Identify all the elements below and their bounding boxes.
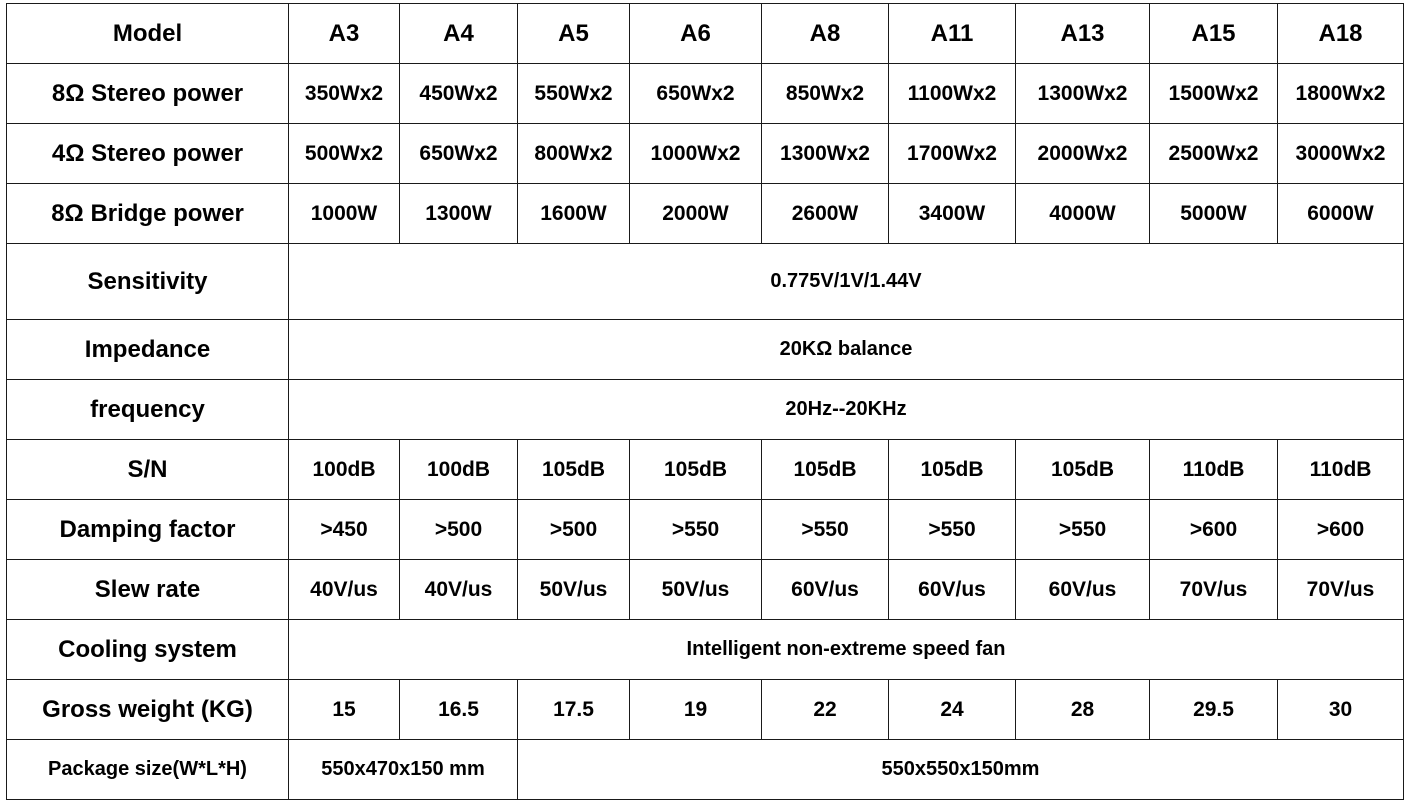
table-cell: 1300W [400,184,518,244]
row-label: Gross weight (KG) [7,680,289,740]
table-cell: 2600W [762,184,889,244]
table-cell: 1600W [518,184,630,244]
table-cell: >450 [289,500,400,560]
slew-rate-row [7,560,1404,620]
table-cell: >550 [889,500,1016,560]
row-label: 8Ω Stereo power [7,64,289,124]
model-header-cell: A18 [1278,4,1404,64]
table-cell: 1000Wx2 [630,124,762,184]
row-label: Cooling system [7,620,289,680]
package-size-small-value: 550x470x150 mm [289,740,518,800]
table-cell: 2000Wx2 [1016,124,1150,184]
row-label: 8Ω Bridge power [7,184,289,244]
model-header-cell: A3 [289,4,400,64]
model-header-cell: A5 [518,4,630,64]
table-cell: 16.5 [400,680,518,740]
table-cell: 30 [1278,680,1404,740]
sensitivity-row [7,244,1404,320]
table-cell: 28 [1016,680,1150,740]
table-cell: 3000Wx2 [1278,124,1404,184]
table-cell: >600 [1278,500,1404,560]
bridge-power-row [7,184,1404,244]
row-label: Sensitivity [7,244,289,320]
table-cell: 2000W [630,184,762,244]
table-cell: 1800Wx2 [1278,64,1404,124]
table-cell: 1300Wx2 [762,124,889,184]
row-label: Damping factor [7,500,289,560]
table-cell: 29.5 [1150,680,1278,740]
signal-noise-row [7,440,1404,500]
model-header-cell: A6 [630,4,762,64]
model-header-cell: A15 [1150,4,1278,64]
table-cell: 40V/us [289,560,400,620]
table-cell: 24 [889,680,1016,740]
model-header-cell: A11 [889,4,1016,64]
table-cell: 110dB [1150,440,1278,500]
table-cell: 1700Wx2 [889,124,1016,184]
frequency-value: 20Hz--20KHz [289,380,1404,440]
table-cell: 1500Wx2 [1150,64,1278,124]
table-cell: >550 [762,500,889,560]
table-cell: >550 [630,500,762,560]
table-cell: >500 [400,500,518,560]
table-cell: 350Wx2 [289,64,400,124]
table-cell: 6000W [1278,184,1404,244]
sensitivity-value: 0.775V/1V/1.44V [289,244,1404,320]
frequency-row [7,380,1404,440]
model-header-label: Model [7,4,289,64]
table-cell: 105dB [1016,440,1150,500]
model-header-cell: A13 [1016,4,1150,64]
stereo-power-8ohm-row [7,64,1404,124]
table-cell: 105dB [518,440,630,500]
package-size-row [7,740,1404,800]
table-cell: 1100Wx2 [889,64,1016,124]
row-label: Package size(W*L*H) [7,740,289,800]
table-cell: 800Wx2 [518,124,630,184]
model-header-row [7,4,1404,64]
table-cell: >500 [518,500,630,560]
table-cell: >600 [1150,500,1278,560]
table-cell: 50V/us [518,560,630,620]
table-cell: 550Wx2 [518,64,630,124]
cooling-system-row [7,620,1404,680]
table-cell: 105dB [630,440,762,500]
table-cell: 40V/us [400,560,518,620]
table-cell: 500Wx2 [289,124,400,184]
table-cell: 60V/us [1016,560,1150,620]
table-cell: 19 [630,680,762,740]
model-header-cell: A4 [400,4,518,64]
table-cell: 100dB [289,440,400,500]
table-cell: 650Wx2 [630,64,762,124]
impedance-row [7,320,1404,380]
table-cell: 1300Wx2 [1016,64,1150,124]
row-label: Slew rate [7,560,289,620]
table-cell: 450Wx2 [400,64,518,124]
table-cell: 850Wx2 [762,64,889,124]
table-cell: 4000W [1016,184,1150,244]
table-cell: 70V/us [1150,560,1278,620]
spec-table [6,3,1404,800]
table-cell: 110dB [1278,440,1404,500]
impedance-value: 20KΩ balance [289,320,1404,380]
table-cell: 3400W [889,184,1016,244]
table-cell: 100dB [400,440,518,500]
row-label: 4Ω Stereo power [7,124,289,184]
table-cell: 650Wx2 [400,124,518,184]
table-cell: 60V/us [889,560,1016,620]
table-cell: 2500Wx2 [1150,124,1278,184]
table-cell: 105dB [762,440,889,500]
table-cell: 1000W [289,184,400,244]
table-cell: >550 [1016,500,1150,560]
table-cell: 5000W [1150,184,1278,244]
table-cell: 22 [762,680,889,740]
table-cell: 50V/us [630,560,762,620]
gross-weight-row [7,680,1404,740]
table-cell: 60V/us [762,560,889,620]
table-cell: 70V/us [1278,560,1404,620]
model-header-cell: A8 [762,4,889,64]
cooling-system-value: Intelligent non-extreme speed fan [289,620,1404,680]
table-cell: 17.5 [518,680,630,740]
package-size-large-value: 550x550x150mm [518,740,1404,800]
damping-factor-row [7,500,1404,560]
table-cell: 105dB [889,440,1016,500]
row-label: Impedance [7,320,289,380]
row-label: S/N [7,440,289,500]
stereo-power-4ohm-row [7,124,1404,184]
row-label: frequency [7,380,289,440]
table-cell: 15 [289,680,400,740]
